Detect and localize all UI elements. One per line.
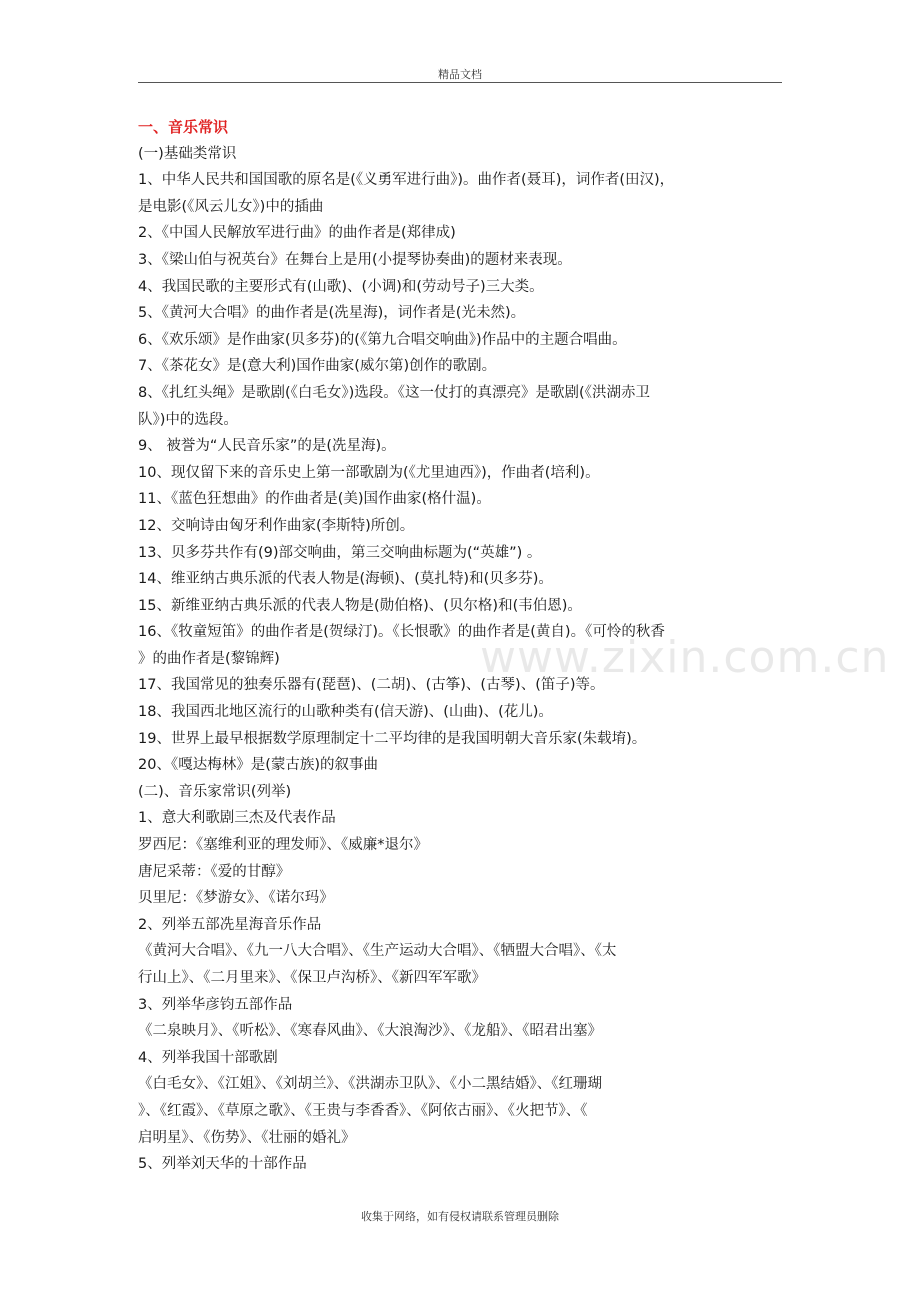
text-line: 3、《梁山伯与祝英台》在舞台上是用(小提琴协奏曲)的题材来表现。 <box>138 251 572 268</box>
text-line: 《白毛女》、《江姐》、《刘胡兰》、《洪湖赤卫队》、《小二黑结婚》、《红珊瑚 <box>138 1076 602 1093</box>
knowledge-item <box>138 247 778 274</box>
text-line: 《二泉映月》、《听松》、《寒春风曲》、《大浪淘沙》、《龙船》、《昭君出塞》 <box>138 1023 602 1040</box>
text-line: 队》)中的选段。 <box>138 411 238 428</box>
text-line: 14、维亚纳古典乐派的代表人物是(海顿)、(莫扎特)和(贝多芬)。 <box>138 571 553 588</box>
text-line: 罗西尼：《塞维利亚的理发师》、《威廉*退尔》 <box>138 837 428 854</box>
text-line: 20、《嘎达梅林》是(蒙古族)的叙事曲 <box>138 757 379 774</box>
header-divider <box>138 82 782 83</box>
knowledge-item <box>138 619 778 672</box>
text-line: 4、我国民歌的主要形式有(山歌)、(小调)和(劳动号子)三大类。 <box>138 278 544 295</box>
musician-list <box>138 805 778 1177</box>
knowledge-item <box>138 540 778 567</box>
knowledge-item <box>138 220 778 247</box>
knowledge-item <box>138 726 778 753</box>
musician-entry <box>138 805 778 911</box>
section-title: 一、音乐常识 <box>138 118 229 136</box>
text-line: 3、列举华彦钧五部作品 <box>138 996 293 1013</box>
watermark: www.zixin.com.cn <box>480 632 890 683</box>
knowledge-item <box>138 513 778 540</box>
text-line: 启明星》、《伤势》、《壮丽的婚礼》 <box>138 1129 356 1146</box>
page-header: 精品文档 <box>438 68 482 81</box>
musician-entry <box>138 1151 778 1178</box>
text-line: 18、我国西北地区流行的山歌种类有(信天游)、(山曲)、(花儿)。 <box>138 704 553 721</box>
knowledge-item <box>138 486 778 513</box>
text-line: 《黄河大合唱》、《九一八大合唱》、《生产运动大合唱》、《牺盟大合唱》、《太 <box>138 943 617 960</box>
knowledge-item <box>138 433 778 460</box>
text-line: 5、列举刘天华的十部作品 <box>138 1156 307 1173</box>
knowledge-item <box>138 353 778 380</box>
text-line: 10、现仅留下来的音乐史上第一部歌剧为(《尤里迪西》)，作曲者(培利)。 <box>138 464 600 481</box>
text-line: 4、列举我国十部歌剧 <box>138 1049 278 1066</box>
text-line: 》的曲作者是(黎锦辉) <box>138 650 280 667</box>
knowledge-item <box>138 752 778 779</box>
text-line: 15、新维亚纳古典乐派的代表人物是(勋伯格)、(贝尔格)和(韦伯恩)。 <box>138 597 582 614</box>
musician-entry <box>138 1045 778 1151</box>
knowledge-item <box>138 380 778 433</box>
text-line: 5、《黄河大合唱》的曲作者是(冼星海)，词作者是(光未然)。 <box>138 305 526 322</box>
knowledge-item <box>138 274 778 301</box>
subsection-heading-musicians: (二)、音乐家常识(列举) <box>138 783 292 800</box>
subsection-heading-basic: (一)基础类常识 <box>138 145 237 162</box>
text-line: 行山上》、《二月里来》、《保卫卢沟桥》、《新四军军歌》 <box>138 970 486 986</box>
text-line: 1、意大利歌剧三杰及代表作品 <box>138 810 336 827</box>
text-line: 13、贝多芬共作有(9)部交响曲，第三交响曲标题为(“英雄”) 。 <box>138 544 542 561</box>
text-line: 6、《欢乐颂》是作曲家(贝多芬)的(《第九合唱交响曲》)作品中的主题合唱曲。 <box>138 331 627 348</box>
text-line: 11、《蓝色狂想曲》的作曲者是(美)国作曲家(格什温)。 <box>138 491 491 508</box>
page-footer: 收集于网络，如有侵权请联系管理员删除 <box>361 1210 559 1223</box>
text-line: 2、《中国人民解放军进行曲》的曲作者是(郑律成) <box>138 225 456 242</box>
text-line: 唐尼采蒂：《爱的甘醇》 <box>138 863 291 880</box>
text-line: 7、《茶花女》是(意大利)国作曲家(威尔第)创作的歌剧。 <box>138 358 497 375</box>
text-line: 8、《扎红头绳》是歌剧(《白毛女》)选段。《这一仗打的真漂亮》是歌剧(《洪湖赤卫 <box>138 384 650 401</box>
knowledge-item <box>138 593 778 620</box>
text-line: 19、世界上最早根据数学原理制定十二平均律的是我国明朝大音乐家(朱载堉)。 <box>138 730 647 747</box>
knowledge-item <box>138 699 778 726</box>
knowledge-item <box>138 460 778 487</box>
musician-entry <box>138 992 778 1045</box>
text-line: 》、《红霞》、《草原之歌》、《王贵与李香香》、《阿依古丽》、《火把节》、《 <box>138 1102 588 1119</box>
text-line: 12、交响诗由匈牙利作曲家(李斯特)所创。 <box>138 517 415 534</box>
text-line: 17、我国常见的独奏乐器有(琵琶)、(二胡)、(古筝)、(古琴)、(笛子)等。 <box>138 677 605 694</box>
musician-entry <box>138 912 778 992</box>
text-line: 贝里尼：《梦游女》、《诺尔玛》 <box>138 890 334 907</box>
text-line: 是电影(《风云儿女》)中的插曲 <box>138 198 324 215</box>
knowledge-item <box>138 672 778 699</box>
document-body <box>138 114 778 1178</box>
text-line: 9、 被誉为“人民音乐家”的是(冼星海)。 <box>138 438 396 455</box>
text-line: 2、列举五部冼星海音乐作品 <box>138 916 322 933</box>
text-line: 1、中华人民共和国国歌的原名是(《义勇军进行曲》)。曲作者(聂耳)，词作者(田汉)， <box>138 172 675 189</box>
knowledge-item <box>138 167 778 220</box>
knowledge-item <box>138 300 778 327</box>
text-line: 16、《牧童短笛》的曲作者是(贺绿汀)。《长恨歌》的曲作者是(黄自)。《可怜的秋香 <box>138 624 665 641</box>
basic-knowledge-list <box>138 167 778 779</box>
knowledge-item <box>138 566 778 593</box>
knowledge-item <box>138 327 778 354</box>
